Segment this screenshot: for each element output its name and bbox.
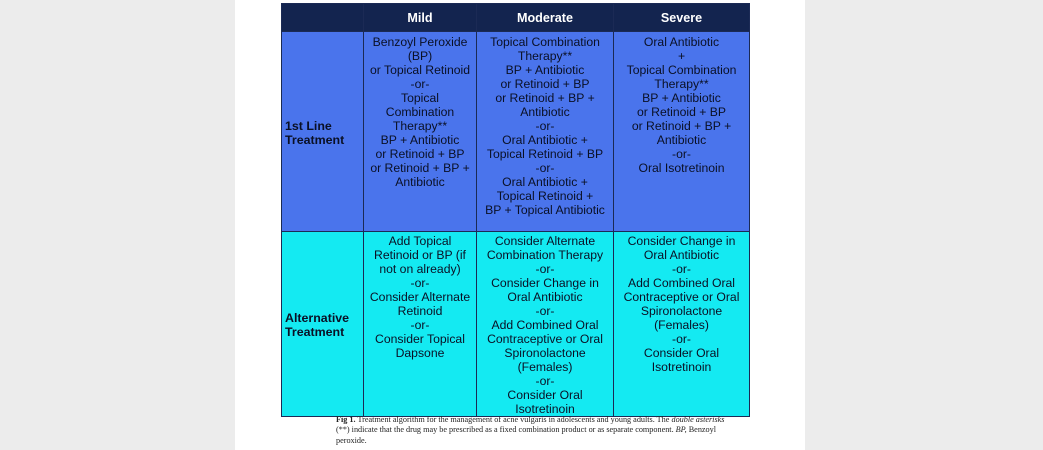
cell-line: or Retinoid + BP + — [370, 161, 470, 175]
cell-line: Add Combined Oral — [627, 276, 736, 290]
cell-line: Consider Change in — [491, 276, 599, 290]
cell-line: Consider Alternate — [369, 290, 471, 304]
cell-line: -or- — [535, 119, 555, 133]
cell-line: Contraceptive or Oral — [487, 332, 603, 346]
cell-line: + — [677, 49, 686, 63]
cell-line: Isotretinoin — [515, 402, 575, 416]
cell-line: -or- — [535, 304, 555, 318]
cell-line: or Retinoid + BP — [636, 105, 727, 119]
cell-line: BP + Antibiotic — [505, 63, 585, 77]
caption-emphasis-1: double asterisks — [671, 415, 725, 424]
cell-line: Retinoid or BP (if — [374, 248, 466, 262]
treatment-table — [281, 3, 750, 417]
cell-line: Therapy** — [654, 77, 709, 91]
figure-caption — [336, 415, 726, 446]
cell-line: Oral Antibiotic — [507, 290, 583, 304]
cell-line: -or- — [672, 332, 691, 346]
row-label-line: Treatment — [285, 133, 345, 147]
cell-line: -or- — [410, 318, 430, 332]
cell-line: not on already) — [379, 262, 461, 276]
row-label-line: 1st Line — [285, 119, 332, 133]
header-severe: Severe — [614, 4, 750, 32]
cell-line: Consider Change in — [627, 234, 736, 248]
cell-line: Topical Retinoid + BP — [486, 147, 604, 161]
cell-line: Topical Combination — [490, 35, 600, 49]
cell-line: Spironolactone — [640, 304, 723, 318]
cell-alternative-mild — [364, 232, 477, 417]
cell-line: Consider Oral — [507, 388, 583, 402]
cell-line: BP + Topical Antibiotic — [485, 203, 605, 217]
cell-line: -or- — [672, 262, 691, 276]
cell-line: Antibiotic — [520, 105, 570, 119]
cell-line: Isotretinoin — [651, 360, 712, 374]
cell-line: Topical Combination — [626, 63, 737, 77]
cell-line: Oral Antibiotic + — [502, 175, 588, 189]
cell-line: Oral Antibiotic — [643, 35, 720, 49]
cell-line: Retinoid — [397, 304, 443, 318]
cell-alternative-moderate — [477, 232, 614, 417]
cell-line: Dapsone — [395, 346, 445, 360]
row-label-line: Alternative — [285, 311, 350, 325]
cell-line: (Females) — [654, 318, 709, 332]
cell-line: Add Combined Oral — [491, 318, 599, 332]
cell-line: Combination Therapy — [486, 248, 604, 262]
caption-emphasis-2: BP, — [675, 425, 687, 435]
header-mild: Mild — [364, 4, 477, 32]
header-moderate: Moderate — [477, 4, 614, 32]
row-label-alternative — [282, 232, 364, 417]
table-header-row — [282, 4, 750, 32]
cell-line: Benzoyl Peroxide — [372, 35, 468, 49]
cell-line: Therapy** — [517, 49, 573, 63]
cell-line: -or- — [535, 262, 555, 276]
cell-line: Topical — [401, 91, 439, 105]
table-row-alternative — [282, 232, 750, 417]
cell-line: BP + Antibiotic — [380, 133, 460, 147]
cell-line: -or- — [672, 147, 691, 161]
cell-first-line-mild — [364, 32, 477, 232]
cell-line: -or- — [535, 161, 555, 175]
caption-text-3: Benzoyl peroxide. — [336, 425, 717, 445]
cell-line: Spironolactone — [504, 346, 586, 360]
row-label-line: Treatment — [285, 325, 345, 339]
cell-line: or Topical Retinoid — [369, 63, 471, 77]
header-corner-cell — [282, 4, 364, 32]
cell-line: -or- — [410, 77, 430, 91]
cell-first-line-moderate — [477, 32, 614, 232]
cell-line: BP + Antibiotic — [642, 91, 721, 105]
cell-line: Consider Alternate — [494, 234, 596, 248]
cell-line: (BP) — [407, 49, 433, 63]
cell-line: Oral Antibiotic + — [502, 133, 588, 147]
cell-alternative-severe — [614, 232, 750, 417]
cell-line: or Retinoid + BP — [375, 147, 465, 161]
cell-line: or Retinoid + BP + — [631, 119, 732, 133]
cell-line: Add Topical — [388, 234, 452, 248]
cell-line: Therapy** — [392, 119, 448, 133]
caption-figure-label: Fig 1. — [336, 415, 356, 424]
cell-line: Oral Isotretinoin — [638, 161, 725, 175]
cell-line: Antibiotic — [656, 133, 707, 147]
cell-line: -or- — [535, 374, 555, 388]
cell-line: Topical Retinoid + — [496, 189, 594, 203]
cell-line: Oral Antibiotic — [643, 248, 720, 262]
table-row-first-line — [282, 32, 750, 232]
cell-line: Combination — [385, 105, 455, 119]
cell-line: or Retinoid + BP + — [495, 91, 595, 105]
cell-line: Antibiotic — [395, 175, 445, 189]
cell-line: Consider Topical — [375, 332, 465, 346]
caption-text-1: Treatment algorithm for the management of acne vulgaris in adolescents and young adults. The — [355, 415, 672, 424]
cell-line: Consider Oral — [643, 346, 720, 360]
cell-line: (Females) — [517, 360, 573, 374]
caption-text-2: (**) indicate that the drug may be prescribed as a fixed combination product or as separate component. — [336, 425, 676, 435]
cell-line: or Retinoid + BP — [500, 77, 590, 91]
cell-line: Contraceptive or Oral — [623, 290, 740, 304]
cell-line: -or- — [410, 276, 430, 290]
row-label-first-line — [282, 32, 364, 232]
cell-first-line-severe — [614, 32, 750, 232]
